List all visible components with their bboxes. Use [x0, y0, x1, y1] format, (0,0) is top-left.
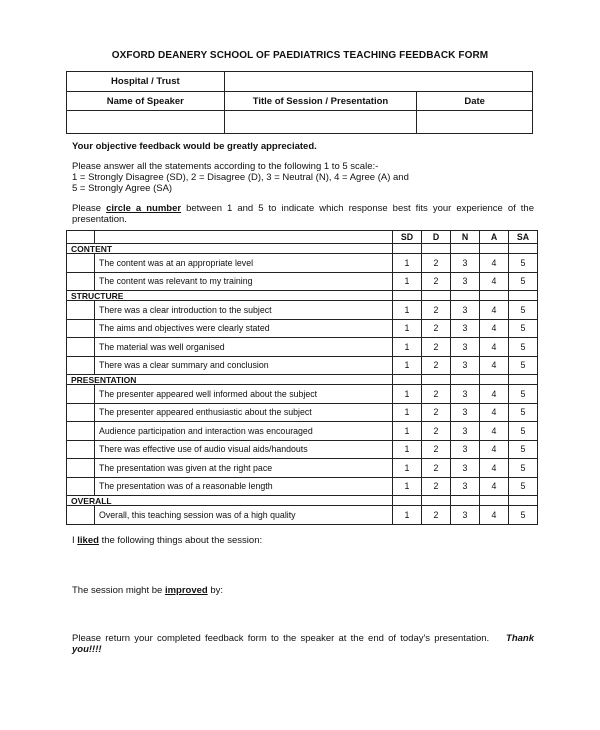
lead-text: Your objective feedback would be greatly appreciated.: [72, 141, 317, 152]
statement-row: [67, 254, 538, 273]
row-blank: [67, 459, 95, 478]
rating-option[interactable]: 1: [393, 459, 422, 478]
circle-bold: circle a number: [106, 203, 182, 214]
date-field[interactable]: [417, 111, 533, 134]
rating-option[interactable]: 5: [509, 385, 538, 404]
liked-prompt: [72, 535, 534, 546]
row-blank: [67, 506, 95, 525]
rating-option[interactable]: 5: [509, 356, 538, 375]
section-row: [67, 375, 538, 385]
rating-option[interactable]: 4: [480, 422, 509, 441]
improved-bold: improved: [164, 585, 208, 596]
scale-header-n: N: [451, 231, 480, 244]
statement-text: There was a clear summary and conclusion: [95, 356, 393, 375]
row-blank: [67, 338, 95, 357]
statement-text: There was a clear introduction to the subject: [95, 301, 393, 320]
rating-option[interactable]: 3: [451, 477, 480, 496]
rating-option[interactable]: 3: [451, 506, 480, 525]
statement-row: [67, 272, 538, 291]
scale-line-3: 5 = Strongly Agree (SA): [72, 183, 173, 194]
section-spacer: [451, 375, 480, 385]
section-label: CONTENT: [67, 244, 393, 254]
rating-option[interactable]: 3: [451, 356, 480, 375]
rating-option[interactable]: 3: [451, 440, 480, 459]
section-spacer: [480, 244, 509, 254]
section-spacer: [393, 244, 422, 254]
hospital-label: Hospital / Trust: [67, 72, 225, 92]
scale-instructions: [72, 161, 534, 194]
statement-row: [67, 319, 538, 338]
statement-text: Overall, this teaching session was of a high quality: [95, 506, 393, 525]
statement-row: [67, 338, 538, 357]
rating-option[interactable]: 5: [509, 403, 538, 422]
rating-option[interactable]: 3: [451, 422, 480, 441]
section-spacer: [422, 291, 451, 301]
rating-option[interactable]: 2: [422, 272, 451, 291]
rating-option[interactable]: 2: [422, 477, 451, 496]
rating-option[interactable]: 2: [422, 506, 451, 525]
rating-option[interactable]: 2: [422, 422, 451, 441]
row-blank: [67, 319, 95, 338]
statement-text: The aims and objectives were clearly stated: [95, 319, 393, 338]
section-row: [67, 244, 538, 254]
rating-option[interactable]: 1: [393, 477, 422, 496]
rating-option[interactable]: 3: [451, 301, 480, 320]
rating-option[interactable]: 5: [509, 301, 538, 320]
statement-row: [67, 403, 538, 422]
session-field[interactable]: [224, 111, 417, 134]
scale-line-1: Please answer all the statements according to the following 1 to 5 scale:-: [72, 161, 379, 172]
rating-option[interactable]: 3: [451, 254, 480, 273]
rating-option[interactable]: 1: [393, 319, 422, 338]
statement-row: [67, 477, 538, 496]
scale-line-2: 1 = Strongly Disagree (SD), 2 = Disagree (D), 3 = Neutral (N), 4 = Agree (A) and: [72, 172, 409, 183]
section-spacer: [451, 291, 480, 301]
rating-option[interactable]: 3: [451, 272, 480, 291]
speaker-label: Name of Speaker: [67, 92, 225, 111]
rating-option[interactable]: 4: [480, 301, 509, 320]
statement-text: The presentation was given at the right pace: [95, 459, 393, 478]
rating-option[interactable]: 1: [393, 356, 422, 375]
rating-option[interactable]: 3: [451, 338, 480, 357]
rating-option[interactable]: 5: [509, 477, 538, 496]
row-blank: [67, 440, 95, 459]
statement-text: There was effective use of audio visual aids/handouts: [95, 440, 393, 459]
rating-option[interactable]: 5: [509, 422, 538, 441]
section-spacer: [509, 291, 538, 301]
row-blank: [67, 422, 95, 441]
liked-post: the following things about the session:: [98, 535, 263, 546]
scale-header-row: [67, 231, 538, 244]
rating-option[interactable]: 4: [480, 338, 509, 357]
form-title: OXFORD DEANERY SCHOOL OF PAEDIATRICS TEACHING FEEDBACK FORM: [111, 50, 489, 61]
scale-header-a: A: [480, 231, 509, 244]
rating-option[interactable]: 2: [422, 459, 451, 478]
rating-option[interactable]: 4: [480, 506, 509, 525]
section-spacer: [451, 244, 480, 254]
rating-option[interactable]: 1: [393, 506, 422, 525]
section-label: STRUCTURE: [67, 291, 393, 301]
date-label: Date: [417, 92, 533, 111]
session-label: Title of Session / Presentation: [224, 92, 417, 111]
section-spacer: [422, 496, 451, 506]
rating-option[interactable]: 4: [480, 403, 509, 422]
liked-bold: liked: [77, 535, 99, 546]
rating-option[interactable]: 5: [509, 459, 538, 478]
rating-table: [66, 230, 538, 525]
statement-row: [67, 356, 538, 375]
statement-row: [67, 422, 538, 441]
speaker-field[interactable]: [67, 111, 225, 134]
improved-pre: The session might be: [72, 585, 165, 596]
rating-option[interactable]: 4: [480, 254, 509, 273]
rating-option[interactable]: 1: [393, 385, 422, 404]
row-blank: [67, 385, 95, 404]
rating-option[interactable]: 1: [393, 440, 422, 459]
rating-option[interactable]: 4: [480, 272, 509, 291]
section-spacer: [509, 496, 538, 506]
scale-header-sa: SA: [509, 231, 538, 244]
section-spacer: [393, 496, 422, 506]
rating-option[interactable]: 5: [509, 338, 538, 357]
rating-option[interactable]: 3: [451, 385, 480, 404]
rating-option[interactable]: 1: [393, 403, 422, 422]
rating-option[interactable]: 2: [422, 319, 451, 338]
statement-text: The content was relevant to my training: [95, 272, 393, 291]
rating-option[interactable]: 2: [422, 356, 451, 375]
section-spacer: [480, 496, 509, 506]
section-spacer: [422, 244, 451, 254]
statement-text: The content was at an appropriate level: [95, 254, 393, 273]
rating-option[interactable]: 4: [480, 356, 509, 375]
rating-option[interactable]: 5: [509, 272, 538, 291]
rating-option[interactable]: 2: [422, 440, 451, 459]
statement-row: [67, 440, 538, 459]
section-spacer: [451, 496, 480, 506]
header-blank: [67, 231, 95, 244]
rating-option[interactable]: 1: [393, 254, 422, 273]
scale-header-d: D: [422, 231, 451, 244]
rating-option[interactable]: 2: [422, 254, 451, 273]
section-spacer: [509, 375, 538, 385]
rating-option[interactable]: 4: [480, 319, 509, 338]
statement-text: The presenter appeared well informed about the subject: [95, 385, 393, 404]
section-spacer: [422, 375, 451, 385]
rating-option[interactable]: 2: [422, 338, 451, 357]
closing-body: Please return your completed feedback form to the speaker at the end of today's presentation.: [72, 633, 490, 644]
section-spacer: [480, 291, 509, 301]
circle-post: between 1 and 5 to indicate which response best fits your experience of the presentation.: [72, 203, 534, 225]
closing-text: [72, 633, 534, 655]
rating-option[interactable]: 2: [422, 301, 451, 320]
closing-thanks: Thank you!!!!: [72, 633, 534, 655]
rating-option[interactable]: 3: [451, 459, 480, 478]
circle-instructions: [72, 203, 534, 225]
rating-option[interactable]: 4: [480, 477, 509, 496]
statement-row: [67, 459, 538, 478]
improved-post: by:: [207, 585, 224, 596]
header-blank-statement: [95, 231, 393, 244]
rating-option[interactable]: 1: [393, 301, 422, 320]
statement-text: The material was well organised: [95, 338, 393, 357]
rating-option[interactable]: 4: [480, 459, 509, 478]
statement-text: The presenter appeared enthusiastic about the subject: [95, 403, 393, 422]
statement-row: [67, 385, 538, 404]
header-table: [66, 71, 533, 134]
liked-pre: I: [72, 535, 78, 546]
row-blank: [67, 254, 95, 273]
rating-option[interactable]: 5: [509, 319, 538, 338]
statement-text: The presentation was of a reasonable length: [95, 477, 393, 496]
section-spacer: [509, 244, 538, 254]
rating-option[interactable]: 5: [509, 506, 538, 525]
statement-row: [67, 506, 538, 525]
hospital-field[interactable]: [224, 72, 532, 92]
section-spacer: [480, 375, 509, 385]
row-blank: [67, 272, 95, 291]
row-blank: [67, 403, 95, 422]
section-row: [67, 496, 538, 506]
row-blank: [67, 477, 95, 496]
row-blank: [67, 356, 95, 375]
row-blank: [67, 301, 95, 320]
rating-option[interactable]: 3: [451, 403, 480, 422]
improved-prompt: [72, 585, 534, 596]
section-label: PRESENTATION: [67, 375, 393, 385]
rating-option[interactable]: 1: [393, 422, 422, 441]
section-row: [67, 291, 538, 301]
rating-option[interactable]: 4: [480, 440, 509, 459]
rating-option[interactable]: 2: [422, 385, 451, 404]
section-spacer: [393, 375, 422, 385]
rating-option[interactable]: 5: [509, 254, 538, 273]
rating-option[interactable]: 3: [451, 319, 480, 338]
circle-pre: Please: [72, 203, 107, 214]
rating-option[interactable]: 4: [480, 385, 509, 404]
scale-header-sd: SD: [393, 231, 422, 244]
rating-option[interactable]: 2: [422, 403, 451, 422]
rating-option[interactable]: 1: [393, 272, 422, 291]
rating-option[interactable]: 1: [393, 338, 422, 357]
rating-option[interactable]: 5: [509, 440, 538, 459]
statement-row: [67, 301, 538, 320]
section-label: OVERALL: [67, 496, 393, 506]
section-spacer: [393, 291, 422, 301]
statement-text: Audience participation and interaction was encouraged: [95, 422, 393, 441]
